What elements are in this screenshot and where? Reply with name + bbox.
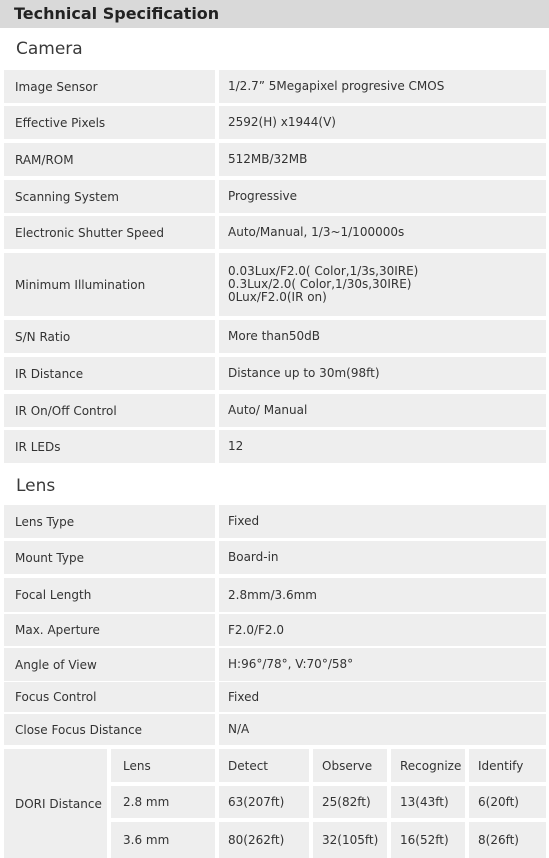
- dori-header-cell: Recognize: [391, 749, 465, 782]
- spec-value-line: N/A: [228, 722, 250, 736]
- dori-cell: 32(105ft): [313, 822, 387, 858]
- spec-value: [219, 682, 546, 712]
- spec-value-line: 1/2.7” 5Megapixel progresive CMOS: [228, 79, 445, 93]
- spec-value-line: 0.03Lux/F2.0( Color,1/3s,30IRE): [228, 264, 419, 278]
- spec-label: Mount Type: [4, 541, 215, 574]
- dori-cell: 80(262ft): [219, 822, 309, 858]
- spec-value: [219, 614, 546, 646]
- spec-label: RAM/ROM: [4, 143, 215, 176]
- spec-value-line: 2.8mm/3.6mm: [228, 587, 317, 602]
- spec-label: Lens Type: [4, 505, 215, 538]
- spec-value-line: Distance up to 30m(98ft): [228, 366, 380, 380]
- spec-value-line: 12: [228, 439, 244, 453]
- spec-value-line: F2.0/F2.0: [228, 622, 285, 637]
- spec-label: IR Distance: [4, 357, 215, 390]
- spec-label: Max. Aperture: [4, 614, 215, 646]
- spec-value: [219, 180, 546, 213]
- spec-value: [219, 320, 546, 353]
- dori-cell: 2.8 mm: [111, 786, 215, 818]
- spec-value-line: Fixed: [228, 514, 260, 528]
- dori-cell: 13(43ft): [391, 786, 465, 818]
- dori-cell: 63(207ft): [219, 786, 309, 818]
- spec-value: [219, 578, 546, 612]
- spec-label: Angle of View: [4, 648, 215, 681]
- spec-value-line: 0.3Lux/2.0( Color,1/30s,30IRE): [228, 277, 412, 291]
- spec-value: [219, 648, 546, 681]
- spec-label: Electronic Shutter Speed: [4, 216, 215, 249]
- dori-header-cell: Identify: [469, 749, 546, 782]
- spec-value-line: Board-in: [228, 550, 279, 564]
- spec-value: [219, 505, 546, 538]
- spec-label: Minimum Illumination: [4, 253, 215, 316]
- spec-value-line: Fixed: [228, 689, 260, 704]
- spec-value: [219, 394, 546, 427]
- spec-value: [219, 357, 546, 390]
- spec-label: Close Focus Distance: [4, 714, 215, 745]
- spec-label: Effective Pixels: [4, 106, 215, 139]
- title-bar: [0, 0, 549, 28]
- spec-label: Focus Control: [4, 682, 215, 712]
- spec-label: Image Sensor: [4, 70, 215, 103]
- section-heading-lens: Lens: [16, 476, 56, 496]
- spec-value: [219, 430, 546, 463]
- dori-header-cell: Lens: [111, 749, 215, 782]
- spec-value: [219, 143, 546, 176]
- dori-cell: 8(26ft): [469, 822, 546, 858]
- spec-value: [219, 106, 546, 139]
- dori-label: DORI Distance: [4, 749, 107, 858]
- spec-value: [219, 541, 546, 574]
- spec-value-line: Progressive: [228, 189, 298, 203]
- spec-label: Scanning System: [4, 180, 215, 213]
- spec-value: [219, 70, 546, 103]
- spec-label: IR On/Off Control: [4, 394, 215, 427]
- spec-value: [219, 714, 546, 745]
- spec-value-line: Auto/ Manual: [228, 403, 308, 417]
- dori-header-cell: Observe: [313, 749, 387, 782]
- spec-label: S/N Ratio: [4, 320, 215, 353]
- dori-header-cell: Detect: [219, 749, 309, 782]
- dori-cell: 6(20ft): [469, 786, 546, 818]
- page-title: Technical Specification: [14, 4, 220, 23]
- spec-value-line: 0Lux/F2.0(IR on): [228, 290, 327, 304]
- spec-value: [219, 253, 546, 316]
- spec-value: [219, 216, 546, 249]
- spec-value-line: 2592(H) x1944(V): [228, 115, 336, 129]
- section-heading-camera: Camera: [16, 39, 83, 59]
- spec-value-line: 512MB/32MB: [228, 152, 308, 166]
- dori-cell: 25(82ft): [313, 786, 387, 818]
- dori-cell: 3.6 mm: [111, 822, 215, 858]
- spec-value-line: More than50dB: [228, 329, 320, 343]
- spec-value-line: Auto/Manual, 1/3~1/100000s: [228, 225, 405, 239]
- spec-value-line: H:96°/78°, V:70°/58°: [228, 657, 354, 671]
- spec-label: Focal Length: [4, 578, 215, 612]
- spec-label: IR LEDs: [4, 430, 215, 463]
- dori-cell: 16(52ft): [391, 822, 465, 858]
